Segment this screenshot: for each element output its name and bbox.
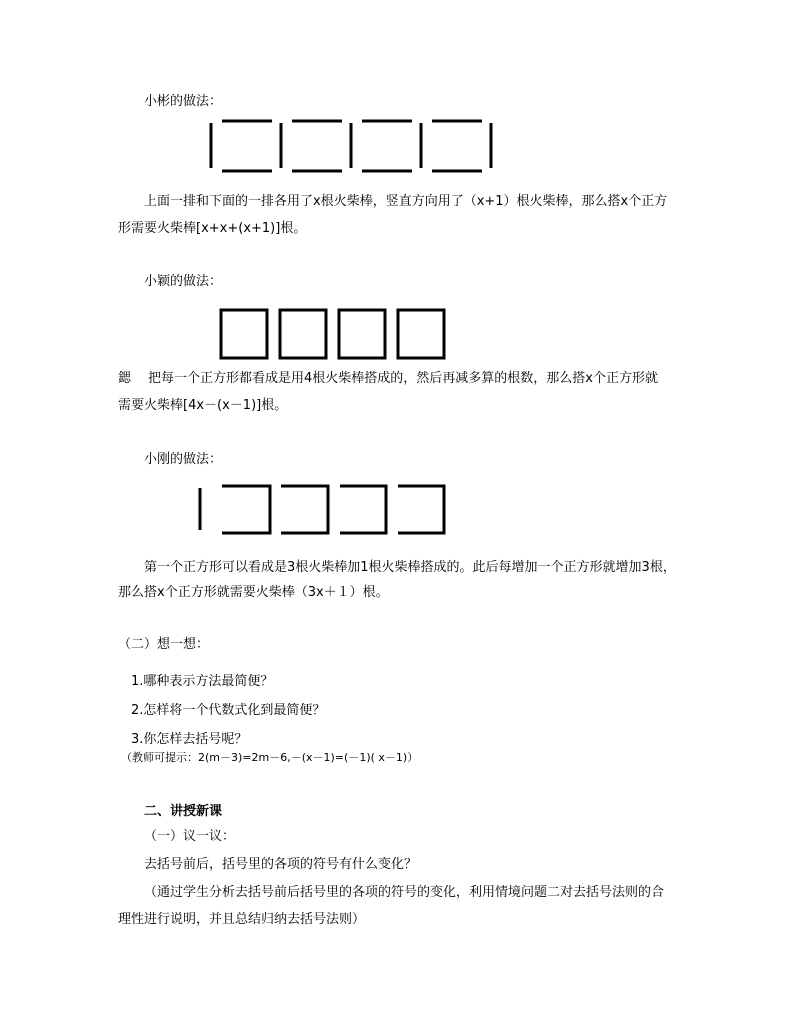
method1-line1: 上面一排和下面的一排各用了x根火柴棒，竖直方向用了（x+1）根火柴棒，那么搭x个正方 — [144, 194, 668, 209]
method2-heading: 小颖的做法： — [144, 274, 223, 289]
method2-marker: 鍶 — [118, 371, 132, 386]
section2-sub: （一）议一议： — [144, 829, 236, 844]
matchstick-figure-3 — [200, 486, 444, 533]
matchstick-figure-2 — [221, 310, 444, 358]
think-q3: 3.你怎样去括号呢？ — [131, 732, 248, 747]
method3-line2: 那么搭x个正方形就需要火柴棒（3x＋１）根。 — [118, 585, 389, 600]
think-q2: 2.怎样将一个代数式化到最简便？ — [131, 703, 326, 718]
method1-heading: 小彬的做法： — [144, 94, 223, 109]
method3-line1: 第一个正方形可以看成是3根火柴棒加1根火柴棒搭成的。此后每增加一个正方形就增加3根， — [144, 560, 676, 575]
think-heading: （二）想一想： — [118, 637, 210, 652]
matchstick-figure-1 — [211, 121, 491, 171]
method2-line1: 把每一个正方形都看成是用4根火柴棒搭成的，然后再减多算的根数，那么搭x个正方形就 — [148, 371, 658, 386]
section2-question: 去括号前后，括号里的各项的符号有什么变化？ — [144, 857, 418, 872]
think-hint: （教师可提示：2(m－3)=2m－6,－(x－1)=(－1)( x－1)） — [121, 751, 419, 764]
method1-line2: 形需要火柴棒[x+x+(x+1)]根。 — [118, 221, 307, 236]
method2-line2: 需要火柴棒[4x－(x－1)]根。 — [118, 398, 288, 413]
section2-note1: （通过学生分析去括号前后括号里的各项的符号的变化，利用情境问题二对去括号法则的合 — [144, 885, 665, 900]
method3-heading: 小刚的做法： — [144, 452, 223, 467]
section2-note2: 理性进行说明，并且总结归纳去括号法则） — [118, 912, 366, 927]
section2-heading: 二、讲授新课 — [144, 804, 223, 819]
think-q1: 1.哪种表示方法最简便？ — [131, 674, 274, 689]
